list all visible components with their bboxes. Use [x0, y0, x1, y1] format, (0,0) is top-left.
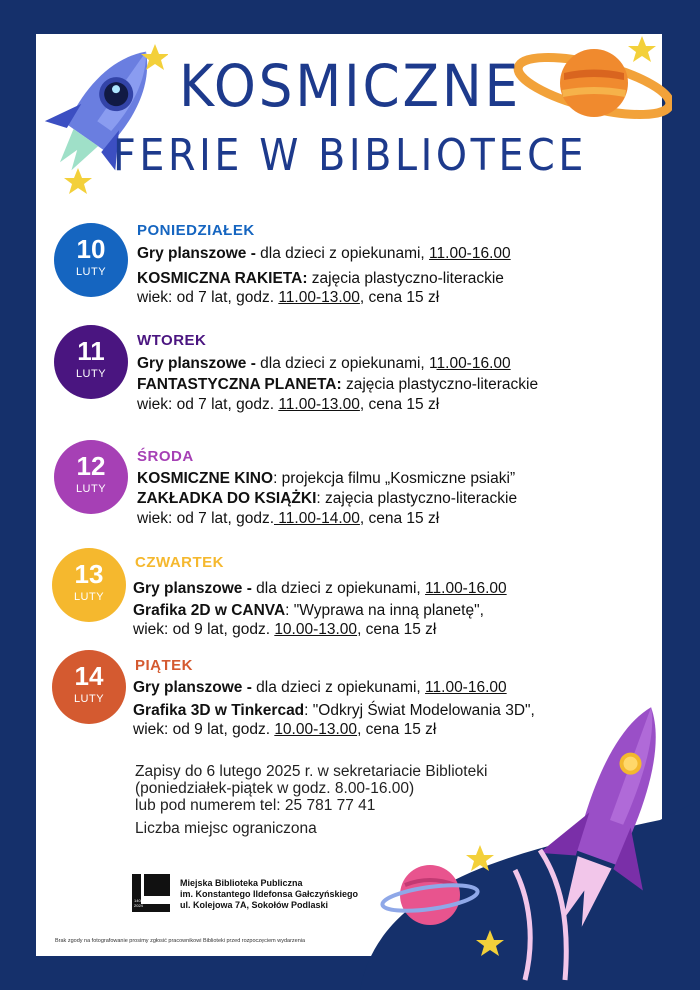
activity-line: Grafika 3D w Tinkercad: "Odkryj Świat Modelowania 3D", — [133, 702, 535, 719]
limited-places: Liczba miejsc ograniczona — [135, 820, 317, 837]
library-name: Miejska Biblioteka Publiczna im. Konstantego Ildefonsa Gałczyńskiego ul. Kolejowa 7A, Sokołów Podlaski — [180, 878, 359, 910]
info-line: (poniedziałek-piątek w godz. 8.00-16.00) — [135, 780, 415, 797]
activity-line: Gry planszowe - dla dzieci z opiekunami, 11.00-16.00 — [133, 580, 507, 597]
activity-line: Gry planszowe - dla dzieci z opiekunami, 11.00-16.00 — [137, 245, 511, 262]
space-scene-icon — [360, 700, 700, 990]
day-name-thu: CZWARTEK — [135, 554, 224, 571]
library-logo — [132, 874, 172, 916]
info-line: Zapisy do 6 lutego 2025 r. w sekretariacie Biblioteki — [135, 763, 488, 780]
activity-line: wiek: od 7 lat, godz. 11.00-13.00, cena 15 zł — [137, 289, 440, 306]
activity-line: wiek: od 7 lat, godz. 11.00-13.00, cena 15 zł — [137, 396, 440, 413]
activity-line: wiek: od 9 lat, godz. 10.00-13.00, cena 15 zł — [133, 621, 437, 638]
date-badge-thu — [52, 548, 126, 622]
date-month: LUTY — [73, 591, 105, 603]
day-name-tue: WTOREK — [137, 332, 207, 349]
date-month: LUTY — [73, 693, 105, 705]
title-line-2: FERIE W BIBLIOTECE — [113, 130, 587, 181]
date-number: 10 — [76, 234, 106, 264]
day-name-fri: PIĄTEK — [135, 657, 194, 674]
info-phone: lub pod numerem tel: 25 781 77 41 — [135, 797, 376, 814]
date-badge-wed — [54, 440, 128, 514]
date-number: 12 — [76, 451, 106, 481]
date-badge-fri — [52, 650, 126, 724]
date-month: LUTY — [75, 368, 107, 380]
date-badge-mon — [54, 223, 128, 297]
date-month: LUTY — [75, 266, 107, 278]
activity-line: wiek: od 7 lat, godz. 11.00-14.00, cena 15 zł — [137, 510, 440, 527]
date-month: LUTY — [75, 483, 107, 495]
date-number: 11 — [77, 336, 105, 366]
title-line-1: KOSMICZNE — [178, 52, 522, 120]
activity-line: ZAKŁADKA DO KSIĄŻKI: zajęcia plastyczno-literackie — [137, 490, 518, 507]
logo-years: 1404 2024 — [134, 898, 143, 908]
date-number: 13 — [74, 559, 104, 589]
activity-line: wiek: od 9 lat, godz. 10.00-13.00, cena 15 zł — [133, 721, 437, 738]
date-number: 14 — [74, 661, 104, 691]
day-name-wed: ŚRODA — [137, 448, 194, 465]
date-badge-tue — [54, 325, 128, 399]
activity-line: FANTASTYCZNA PLANETA: zajęcia plastyczno-literackie — [137, 376, 539, 393]
activity-line: Grafika 2D w CANVA: "Wyprawa na inną planetę", — [133, 602, 484, 619]
activity-line: Gry planszowe - dla dzieci z opiekunami, 11.00-16.00 — [133, 679, 507, 696]
activity-line: Gry planszowe - dla dzieci z opiekunami, 11.00-16.00 — [137, 355, 511, 372]
day-name-mon: PONIEDZIAŁEK — [137, 222, 255, 239]
footer-note: Brak zgody na fotografowanie prosimy zgłosić pracownikowi Biblioteki przed rozpoczęciem wydarzenia — [55, 938, 306, 944]
activity-line: KOSMICZNA RAKIETA: zajęcia plastyczno-literackie — [137, 270, 504, 287]
registration-info — [135, 763, 487, 814]
activity-line: KOSMICZNE KINO: projekcja filmu „Kosmiczne psiaki” — [137, 470, 516, 487]
